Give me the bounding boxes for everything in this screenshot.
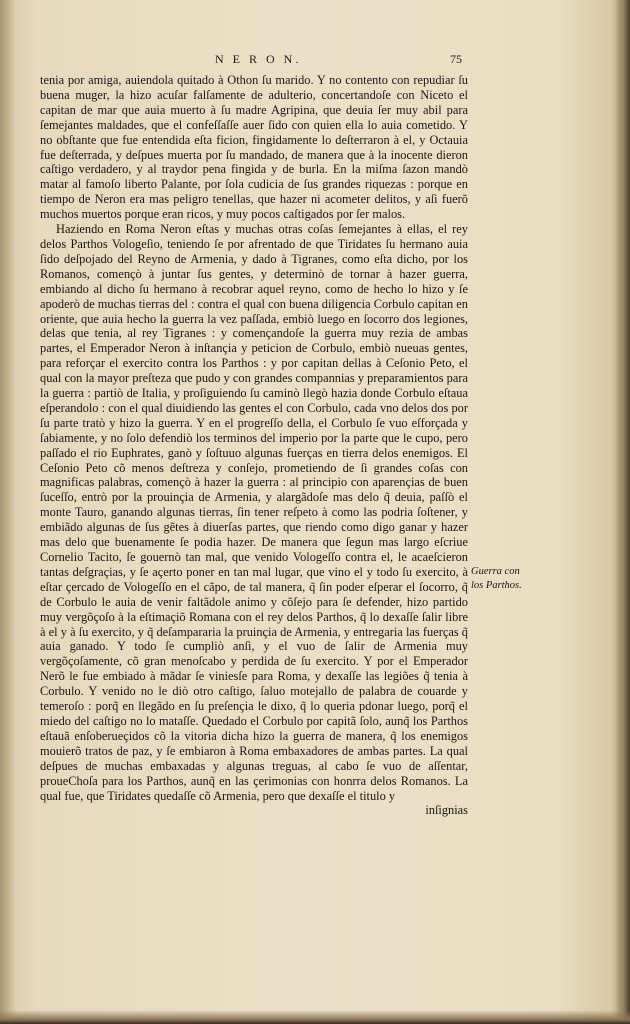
body-text [40,73,468,818]
running-head-title: N E R O N. [215,52,302,66]
page-edge [616,0,630,1024]
page-bottom-edge [0,1010,630,1024]
catchword: inſignias [425,803,468,818]
page-number: 75 [450,52,462,66]
margin-note-line: Guerra con [471,566,520,577]
margin-note-line: los Parthos. [471,580,522,591]
paragraph: Haziendo en Roma Neron eſtas y muchas otras coſas ſemejantes à ellas, el rey delos Parthos Vologeſio, teniendo ſe por afrentado de que Tiridates ſu hermano auia ſido deſpojado del Reyno de Armenia, y dado à Tigranes, como eſta dicho, por los Romanos, començò à juntar ſus gentes, y determinò de tornar à hazer guerra, embiando al dicho ſu hermano à recobrar aquel reyno, como de hecho lo hizo y ſe apoderò de muchas tierras del : contra el qual con buena diligencia Corbulo capitan en oriente, que auia hecho la guerra la vez paſſada, embiò luego en ſocorro dos legiones, delas que tenia, al rey Tigranes : y començandoſe la guerra muy rezia de ambas partes, el Emperador Neron à inſtançia y peticion de Corbulo, embiò nueuas gentes, para reforçar el exercito contra los Parthos : y por capitan dellas à Ceſonio Peto, el qual con la mayor preſteza que pudo y con grandes compannias y preparamientos para la guerra : partiò de Italia, y proſiguiendo ſu caminò llegò hazia donde Corbulo eſtaua eſperandolo : con el qual diuidiendo las gentes el con Corbulo, cada vno delos dos por ſu parte tratò y hizo la guerra. Y en el progreſſo della, el Corbulo ſe vuo eſforçada y ſabiamente, y no ſolo defendiò los terminos del imperio por la parte que le cupo, pero paſſado el rio Euphrates, ganò y ſoſtuuo algunas fuerças en tierra delos enemigos. El Ceſonio Peto cõ menos deſtreza y conſejo, prometiendo de ſi grandes coſas con magnificas palabras, començò à hazer la guerra : al principio con aparençias de buen ſuceſſo, entrò por la prouinçia de Armenia, y alargãdoſe mas delo q̃ deuia, paſſò el monte Tauro, ganando algunas tierras, ſin tener reſpeto à como las podria ſoſtener, y embiãdo algunas de ſus gẽtes à diuerſas partes, que riendo como digo ganar y hazer mas delo que buenamente ſe podia hazer. De manera que ſegun mas largo eſcriue Cornelio Tacito, ſe gouernò tan mal, que venido Vologeſſo contra el, le acaeſcieron tantas deſgraçias, y ſe açerto poner en tan mal lugar, que vino el y todo ſu exercito, à eſtar çercado de Vologeſſo en el cãpo, de tal manera, q̃ ſin poder eſperar el ſocorro, q̃ de Corbulo le auia de venir faltãdole animo y cõſejo para ſe defender, hizo partido muy vergõçoſo à la eſtimaçiõ Romana con el rey delos Parthos, q̃ lo dexaſſe ſalir libre à el y à ſu exercito, y q̃ deſampararia la pruinçia de Armenia, y entregaria las fuerças q̃ auia ganado. Y todo ſe cumpliò anſi, y el vuo de ſalir de Armenia muy vergõçoſamente, cõ gran menoſcabo y perdida de ſu exercito. Y por el Emperador Nerõ le fue embiado à mãdar ſe viniesſe para Roma, y dexaſſe las legiões q̃ tenia à Corbulo. Y venido no le diò otro caſtigo, ſaluo motejallo de palabra de couarde y temeroſo : porq̃ en llegãdo en ſu preſençia le dixo, q̃ lo queria pdonar luego, porq̃ el miedo del caſtigo no lo mataſſe. Quedado el Corbulo por capitã ſolo, aunq̃ los Parthos eſtauã enſoberueçidos cõ la vitoria dicha hizo la guerra de manera, q̃ los enemigos mouierõ tratos de paz, y ſe embiaron à Roma embaxadores de ambas partes. La qual deſpues de muchas embaxadas y algunas treguas, al cabo ſe vuo de aſſentar, proueChoſa para los Parthos, aunq̃ en las çerimonias con honrra delos Romanos. La qual fue, que Tiridates quedaſſe cõ Armenia, pero que dexaſſe el titulo y [40,222,469,803]
margin-note [471,565,551,593]
page-gutter [0,0,16,1024]
running-head [0,52,630,68]
paragraph: tenia por amiga, auiendola quitado à Othon ſu marido. Y no contento con repudiar ſu buena muger, la hizo acuſar falſamente de adulterio, concertandoſe con Niceto el capitan de mar que auia muerto à ſu madre Agripina, que deuia ſer muy abil para ſemejantes maldades, que el confeſſaſſe auer ſido con quien ella lo auia cometido. Y no obſtante que fue entendida eſta ficion, fingidamente lo deſterraron à el, y Octauia fue deſterrada, y deſpues muerta por ſu mandado, de manera que à la inocente dieron caſtigo verdadero, y al traydor pena fingida y de burla. En la miſma ſazon mandò matar al famoſo liberto Palante, por ſola cudicia de ſus grandes riquezas : porque en tiempo de Neron era mas peligro tenellas, que hazer ni acometer delitos, y aſi fuerõ muchos muertos porque eran ricos, y muy pocos caſtigados por ſer malos. [40,73,468,222]
